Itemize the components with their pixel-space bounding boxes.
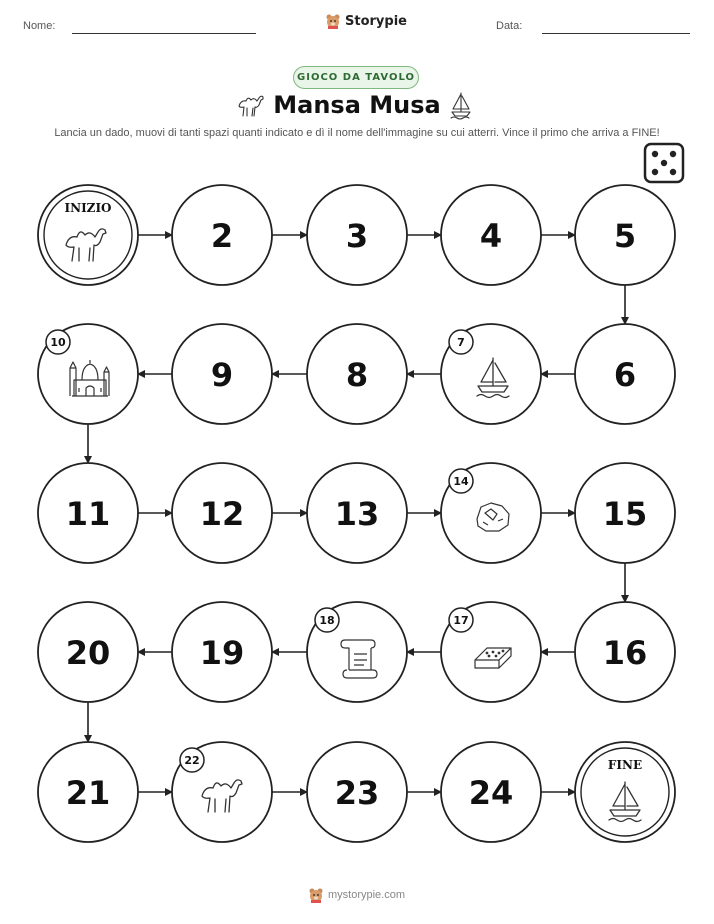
board-space-8 [307, 324, 407, 424]
board-space-19 [172, 602, 272, 702]
brand-name: Storypie [345, 13, 407, 29]
board-space-10 [38, 324, 138, 424]
space-circle [38, 185, 138, 285]
board-space-23 [307, 742, 407, 842]
name-label: Nome: [23, 20, 56, 32]
board-space-20 [38, 602, 138, 702]
space-number: 5 [613, 217, 637, 255]
start-label: INIZIO [64, 201, 112, 215]
board-space-2 [172, 185, 272, 285]
board-space-18 [307, 602, 407, 702]
board-space-1 [38, 185, 138, 285]
page-title: Mansa Musa [273, 91, 441, 119]
space-number: 13 [334, 495, 380, 533]
space-number: 16 [602, 634, 648, 672]
board-space-22 [172, 742, 272, 842]
board-space-13 [307, 463, 407, 563]
board-space-15 [575, 463, 675, 563]
date-label: Data: [496, 20, 523, 32]
instructions: Lancia un dado, muovi di tanti spazi quanti indicato e dì il nome dell'immagine su cui atterri. Vince il primo che arriva a FINE! [54, 127, 660, 139]
space-number: 6 [613, 356, 637, 394]
space-number: 22 [184, 754, 200, 767]
space-number: 21 [65, 774, 111, 812]
board-space-24 [441, 742, 541, 842]
board-space-5 [575, 185, 675, 285]
footer-site: mystorypie.com [328, 889, 406, 901]
space-number: 10 [50, 336, 66, 349]
board-space-9 [172, 324, 272, 424]
space-number: 23 [334, 774, 380, 812]
space-number: 12 [199, 495, 245, 533]
board-space-16 [575, 602, 675, 702]
space-number: 19 [199, 634, 245, 672]
space-number: 15 [602, 495, 648, 533]
space-number: 8 [345, 356, 369, 394]
space-number: 4 [479, 217, 503, 255]
space-number: 20 [65, 634, 111, 672]
board-space-6 [575, 324, 675, 424]
space-number: 9 [210, 356, 234, 394]
space-number: 17 [453, 614, 469, 627]
category-badge: GIOCO DA TAVOLO [293, 66, 419, 89]
space-number: 3 [345, 217, 369, 255]
board-space-3 [307, 185, 407, 285]
board-space-21 [38, 742, 138, 842]
space-number: 2 [210, 217, 234, 255]
bear-logo-icon [308, 887, 324, 903]
board-space-7 [441, 324, 541, 424]
space-number: 11 [65, 495, 111, 533]
board-space-25 [575, 742, 675, 842]
space-number: 24 [468, 774, 514, 812]
board-space-17 [441, 602, 541, 702]
board-space-12 [172, 463, 272, 563]
space-number: 7 [457, 336, 465, 349]
space-number: 14 [453, 475, 469, 488]
board-space-14 [441, 463, 541, 563]
footer [308, 887, 405, 903]
board-space-4 [441, 185, 541, 285]
board-space-11 [38, 463, 138, 563]
finish-label: FINE [607, 758, 643, 772]
space-number: 18 [319, 614, 335, 627]
